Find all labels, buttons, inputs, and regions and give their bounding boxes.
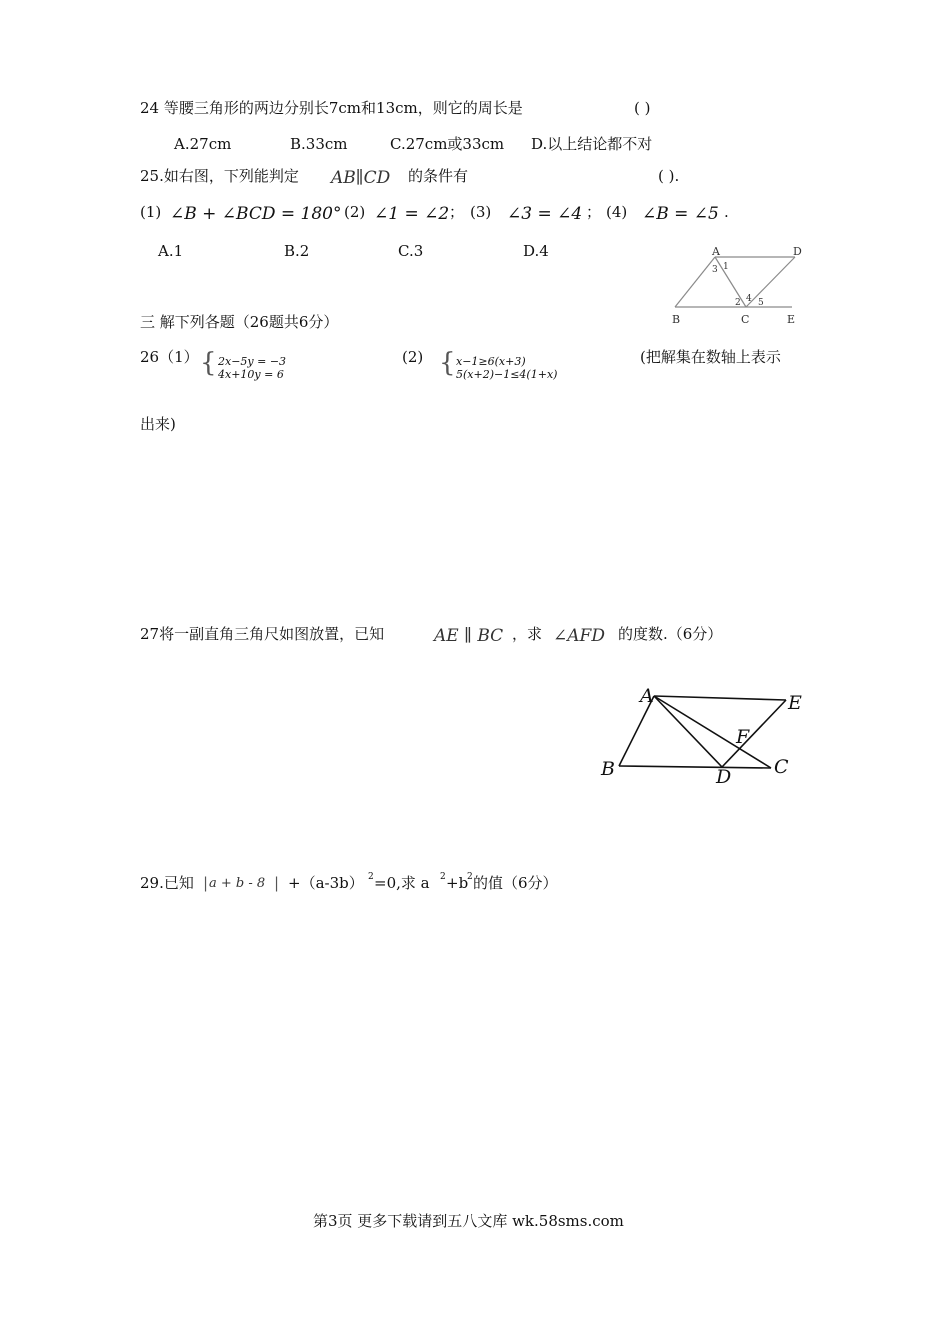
- q29-exponent-a: 2: [440, 872, 446, 882]
- q26-label: 26（1）: [140, 348, 199, 366]
- q25-cond1-label: (1): [140, 203, 162, 221]
- q26-system1-line1: 2x−5y = −3: [218, 355, 287, 368]
- q26-label-2: (2): [402, 348, 424, 366]
- label-e: E: [788, 692, 802, 714]
- section-3-heading: 三 解下列各题（26题共6分）: [140, 313, 339, 331]
- label-d: D: [793, 245, 802, 258]
- q25-cond3-math: ∠3 = ∠4: [507, 204, 583, 224]
- q25-stem-math: AB∥CD: [331, 168, 391, 188]
- label-b: B: [672, 313, 681, 326]
- q25-parallelogram-figure: [660, 240, 810, 330]
- q25-answer-paren: ( ).: [658, 167, 680, 185]
- q29-abs-expression: a + b - 8: [209, 876, 266, 891]
- q25-option-d: D.4: [523, 242, 549, 260]
- q29-exponent-b: 2: [467, 872, 473, 882]
- angle-1-label: 1: [723, 262, 729, 272]
- label-c: C: [741, 313, 750, 326]
- angle-4-label: 4: [746, 294, 752, 304]
- q24-stem: 24 等腰三角形的两边分别长7cm和13cm，则它的周长是: [140, 99, 523, 117]
- q27-triangles-figure: [596, 680, 816, 790]
- q26-note-continued: 出来): [140, 415, 176, 433]
- q24-option-b: B.33cm: [290, 135, 348, 153]
- q25-cond1-math: ∠B + ∠BCD = 180°: [170, 204, 342, 224]
- q27-stem-prefix: 27将一副直角三角尺如图放置，已知: [140, 625, 385, 643]
- label-f: F: [736, 726, 750, 748]
- q29-abs-bar-right: |: [274, 874, 280, 892]
- q26-system2-line2: 5(x+2)−1≤4(1+x): [456, 368, 558, 381]
- label-d: D: [716, 766, 732, 788]
- angle-2-label: 2: [735, 298, 741, 308]
- q26-system2-line1: x−1≥6(x+3): [456, 355, 526, 368]
- angle-3-label: 3: [712, 265, 718, 275]
- q24-answer-paren: ( ): [634, 99, 651, 117]
- label-b: B: [601, 758, 615, 780]
- q25-end-period: .: [724, 203, 729, 221]
- page-footer: 第3页 更多下载请到五八文库 wk.58sms.com: [313, 1212, 624, 1230]
- label-a: A: [640, 685, 654, 707]
- q25-cond3-label: (3): [470, 203, 492, 221]
- q25-cond2-label: (2): [344, 203, 366, 221]
- q27-stem-suffix: 的度数.（6分）: [618, 625, 723, 643]
- q27-stem-math-parallel: AE ∥ BC: [434, 626, 504, 646]
- q26-system1-line2: 4x+10y = 6: [218, 368, 284, 381]
- q25-stem-suffix: 的条件有: [408, 167, 469, 185]
- angle-5-label: 5: [758, 298, 764, 308]
- q25-cond4-label: (4): [606, 203, 628, 221]
- q24-option-d: D.以上结论都不对: [531, 135, 653, 153]
- q25-cond2-math: ∠1 = ∠2: [374, 204, 450, 224]
- q26-note: (把解集在数轴上表示: [640, 348, 781, 366]
- q29-abs-bar-left: |: [203, 874, 209, 892]
- q25-separator-1: ；: [449, 203, 465, 221]
- label-c: C: [774, 756, 789, 778]
- q27-stem-math-angle: ∠AFD: [553, 626, 605, 646]
- q24-option-c: C.27cm或33cm: [390, 135, 505, 153]
- q29-stem-mid: +（a-3b）: [288, 874, 364, 892]
- q25-cond4-math: ∠B = ∠5: [642, 204, 719, 224]
- q29-plus-b: +b: [446, 874, 469, 892]
- q25-option-c: C.3: [398, 242, 424, 260]
- q25-option-b: B.2: [284, 242, 310, 260]
- q26-system1-brace: {: [200, 348, 217, 378]
- q29-stem-mid2: =0,求 a: [374, 874, 430, 892]
- q26-system2-brace: {: [439, 348, 456, 378]
- q29-stem-suffix: 的值（6分）: [473, 874, 558, 892]
- q25-option-a: A.1: [158, 242, 184, 260]
- q25-stem-prefix: 25.如右图，下列能判定: [140, 167, 299, 185]
- q24-option-a: A.27cm: [174, 135, 232, 153]
- q27-stem-mid: ，求: [512, 625, 543, 643]
- label-e: E: [787, 313, 796, 326]
- q25-separator-2: ；: [586, 203, 602, 221]
- q29-exponent: 2: [368, 872, 374, 882]
- label-a: A: [712, 245, 720, 258]
- q29-stem-prefix: 29.已知: [140, 874, 194, 892]
